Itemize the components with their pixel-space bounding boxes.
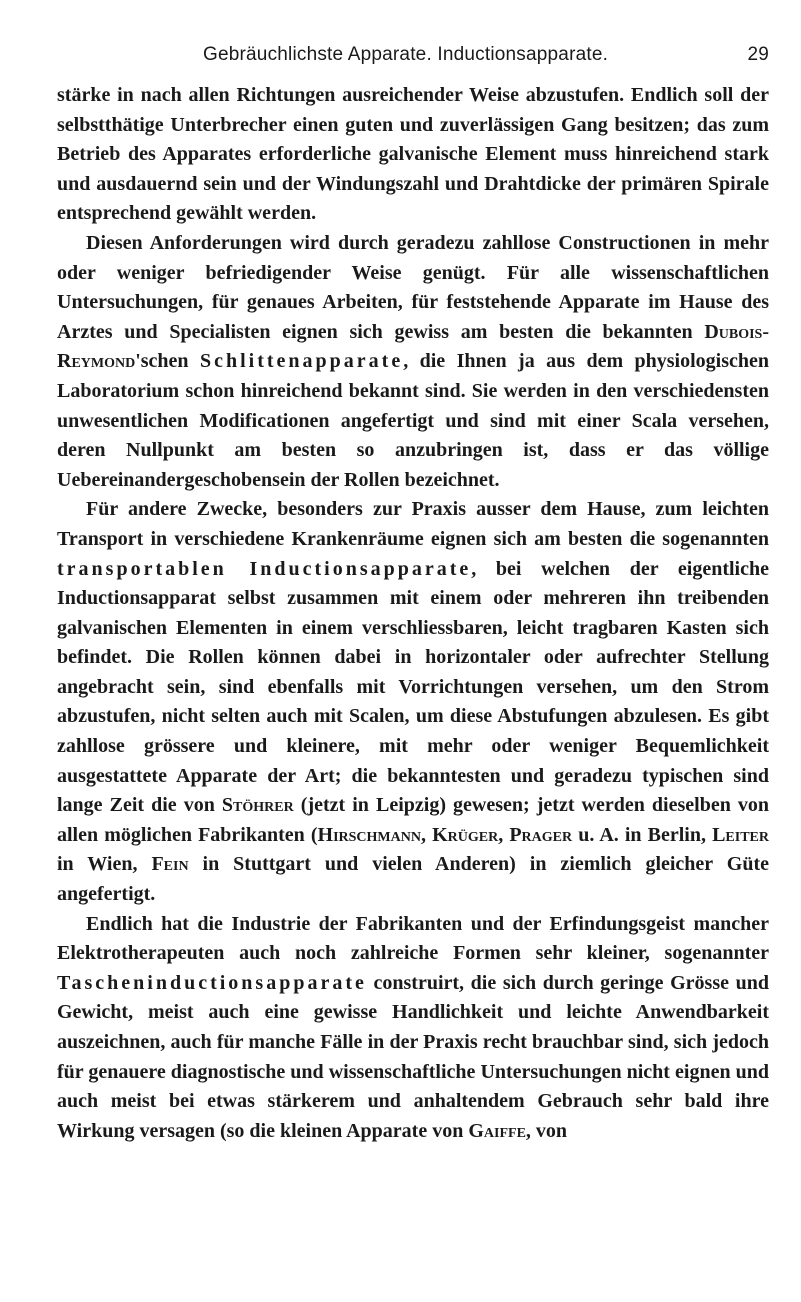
text-run: , von [525,1119,568,1142]
name-small-caps: Prager [509,823,573,846]
paragraph-4 [57,910,769,1147]
running-title: Gebräuchlichste Apparate. Inductionsapparate. [203,44,609,65]
text-run: in Wien, [57,853,152,876]
paragraph-3 [57,495,769,909]
book-page [57,40,769,1146]
paragraph-1 [57,81,769,229]
text-run: , [498,823,510,846]
text-run: , bei welchen der eigentliche Inductionsapparat selbst zusammen mit einem oder mehreren ihn treibenden galvanischen Elementen in einem verschliessbaren, leicht tragbaren Kasten sich befindet. Die Rollen können dabei in horizontaler oder aufrechter Stellung angebracht sein, sind ebenfalls mit Vorrichtungen versehen, um den Strom abzustufen, nicht selten auch mit Scalen, um diese Abstufungen abzulesen. Es gibt zahllose grössere und kleinere, mit mehr oder weniger Bequemlichkeit ausgestattete Apparate der Art; die bekanntesten und geradezu typischen sind lange Zeit die von [57,557,769,817]
text-run: (jetzt in Leipzig) gewesen; jetzt werden dieselben von allen möglichen Fabrikanten ( [57,794,770,846]
text-run: Für andere Zwecke, besonders zur Praxis ausser dem Hause, zum leichten Transport in verschiedene Krankenräume eignen sich am besten die sogenannten [57,498,769,550]
name-small-caps: Fein [151,853,189,876]
text-run: u. A. in Berlin, [572,823,713,846]
name-small-caps: Gaiffe [468,1119,526,1142]
name-small-caps: Hirschmann [317,823,421,846]
text-run: , die Ihnen ja aus dem physiologischen Laboratorium schon hinreichend bekannt sind. Sie werden in den verschiedensten unwesentlichen Modificationen angefertigt und sind mit einer Scala versehen, deren Nullpunkt am besten so anzubringen ist, dass er das völlige Uebereinandergeschobensein der Rollen bezeichnet. [57,350,770,491]
body-text [57,81,769,1146]
running-head [57,40,769,70]
page-number: 29 [747,44,769,65]
name-small-caps: Krüger [432,823,499,846]
text-run: construirt, die sich durch geringe Grösse und Gewicht, meist auch eine gewisse Handlichkeit und leichte Anwendbarkeit auszeichnen, auch für manche Fälle in der Praxis recht brauchbar sind, sich jedoch für genauere diagnostische und wissenschaftliche Untersuchungen nicht eignen und auch meist bei etwas stärkerem und anhaltendem Gebrauch sehr bald ihre Wirkung versagen (so die kleinen Apparate von [57,971,769,1142]
text-run: stärke in nach allen Richtungen ausreichender Weise abzustufen. Endlich soll der selbstthätige Unterbrecher einen guten und zuverlässigen Gang besitzen; das zum Betrieb des Apparates erforderliche galvanische Element muss hinreichend stark und ausdauernd sein und der Windungszahl und Drahtdicke der primären Spirale entsprechend gewählt werden. [57,84,769,225]
emphasis-spaced: transportablen Inductionsapparate [57,557,472,580]
emphasis-spaced: Tascheninductionsapparate [57,971,367,994]
name-small-caps: Leiter [712,823,770,846]
paragraph-2 [57,229,769,495]
name-small-caps: Stöhrer [221,794,294,817]
text-run: 'schen [135,350,200,373]
text-run: Diesen Anforderungen wird durch geradezu zahllose Constructionen in mehr oder weniger befriedigender Weise genügt. Für alle wissenschaftlichen Untersuchungen, für genaues Arbeiten, für feststehende Apparate im Hause des Arztes und Specialisten eignen sich gewiss am besten die bekannten [57,231,769,343]
text-run: in Stuttgart und vielen Anderen) in ziemlich gleicher Güte angefertigt. [57,853,769,906]
text-run: , [420,823,433,846]
name-small-caps: Dubois-Reymond [57,320,769,373]
text-run: Endlich hat die Industrie der Fabrikanten und der Erfindungsgeist mancher Elektrotherapeuten auch noch zahlreiche Formen sehr kleiner, sogenannter [57,912,769,965]
emphasis-spaced: Schlittenapparate [199,350,404,373]
